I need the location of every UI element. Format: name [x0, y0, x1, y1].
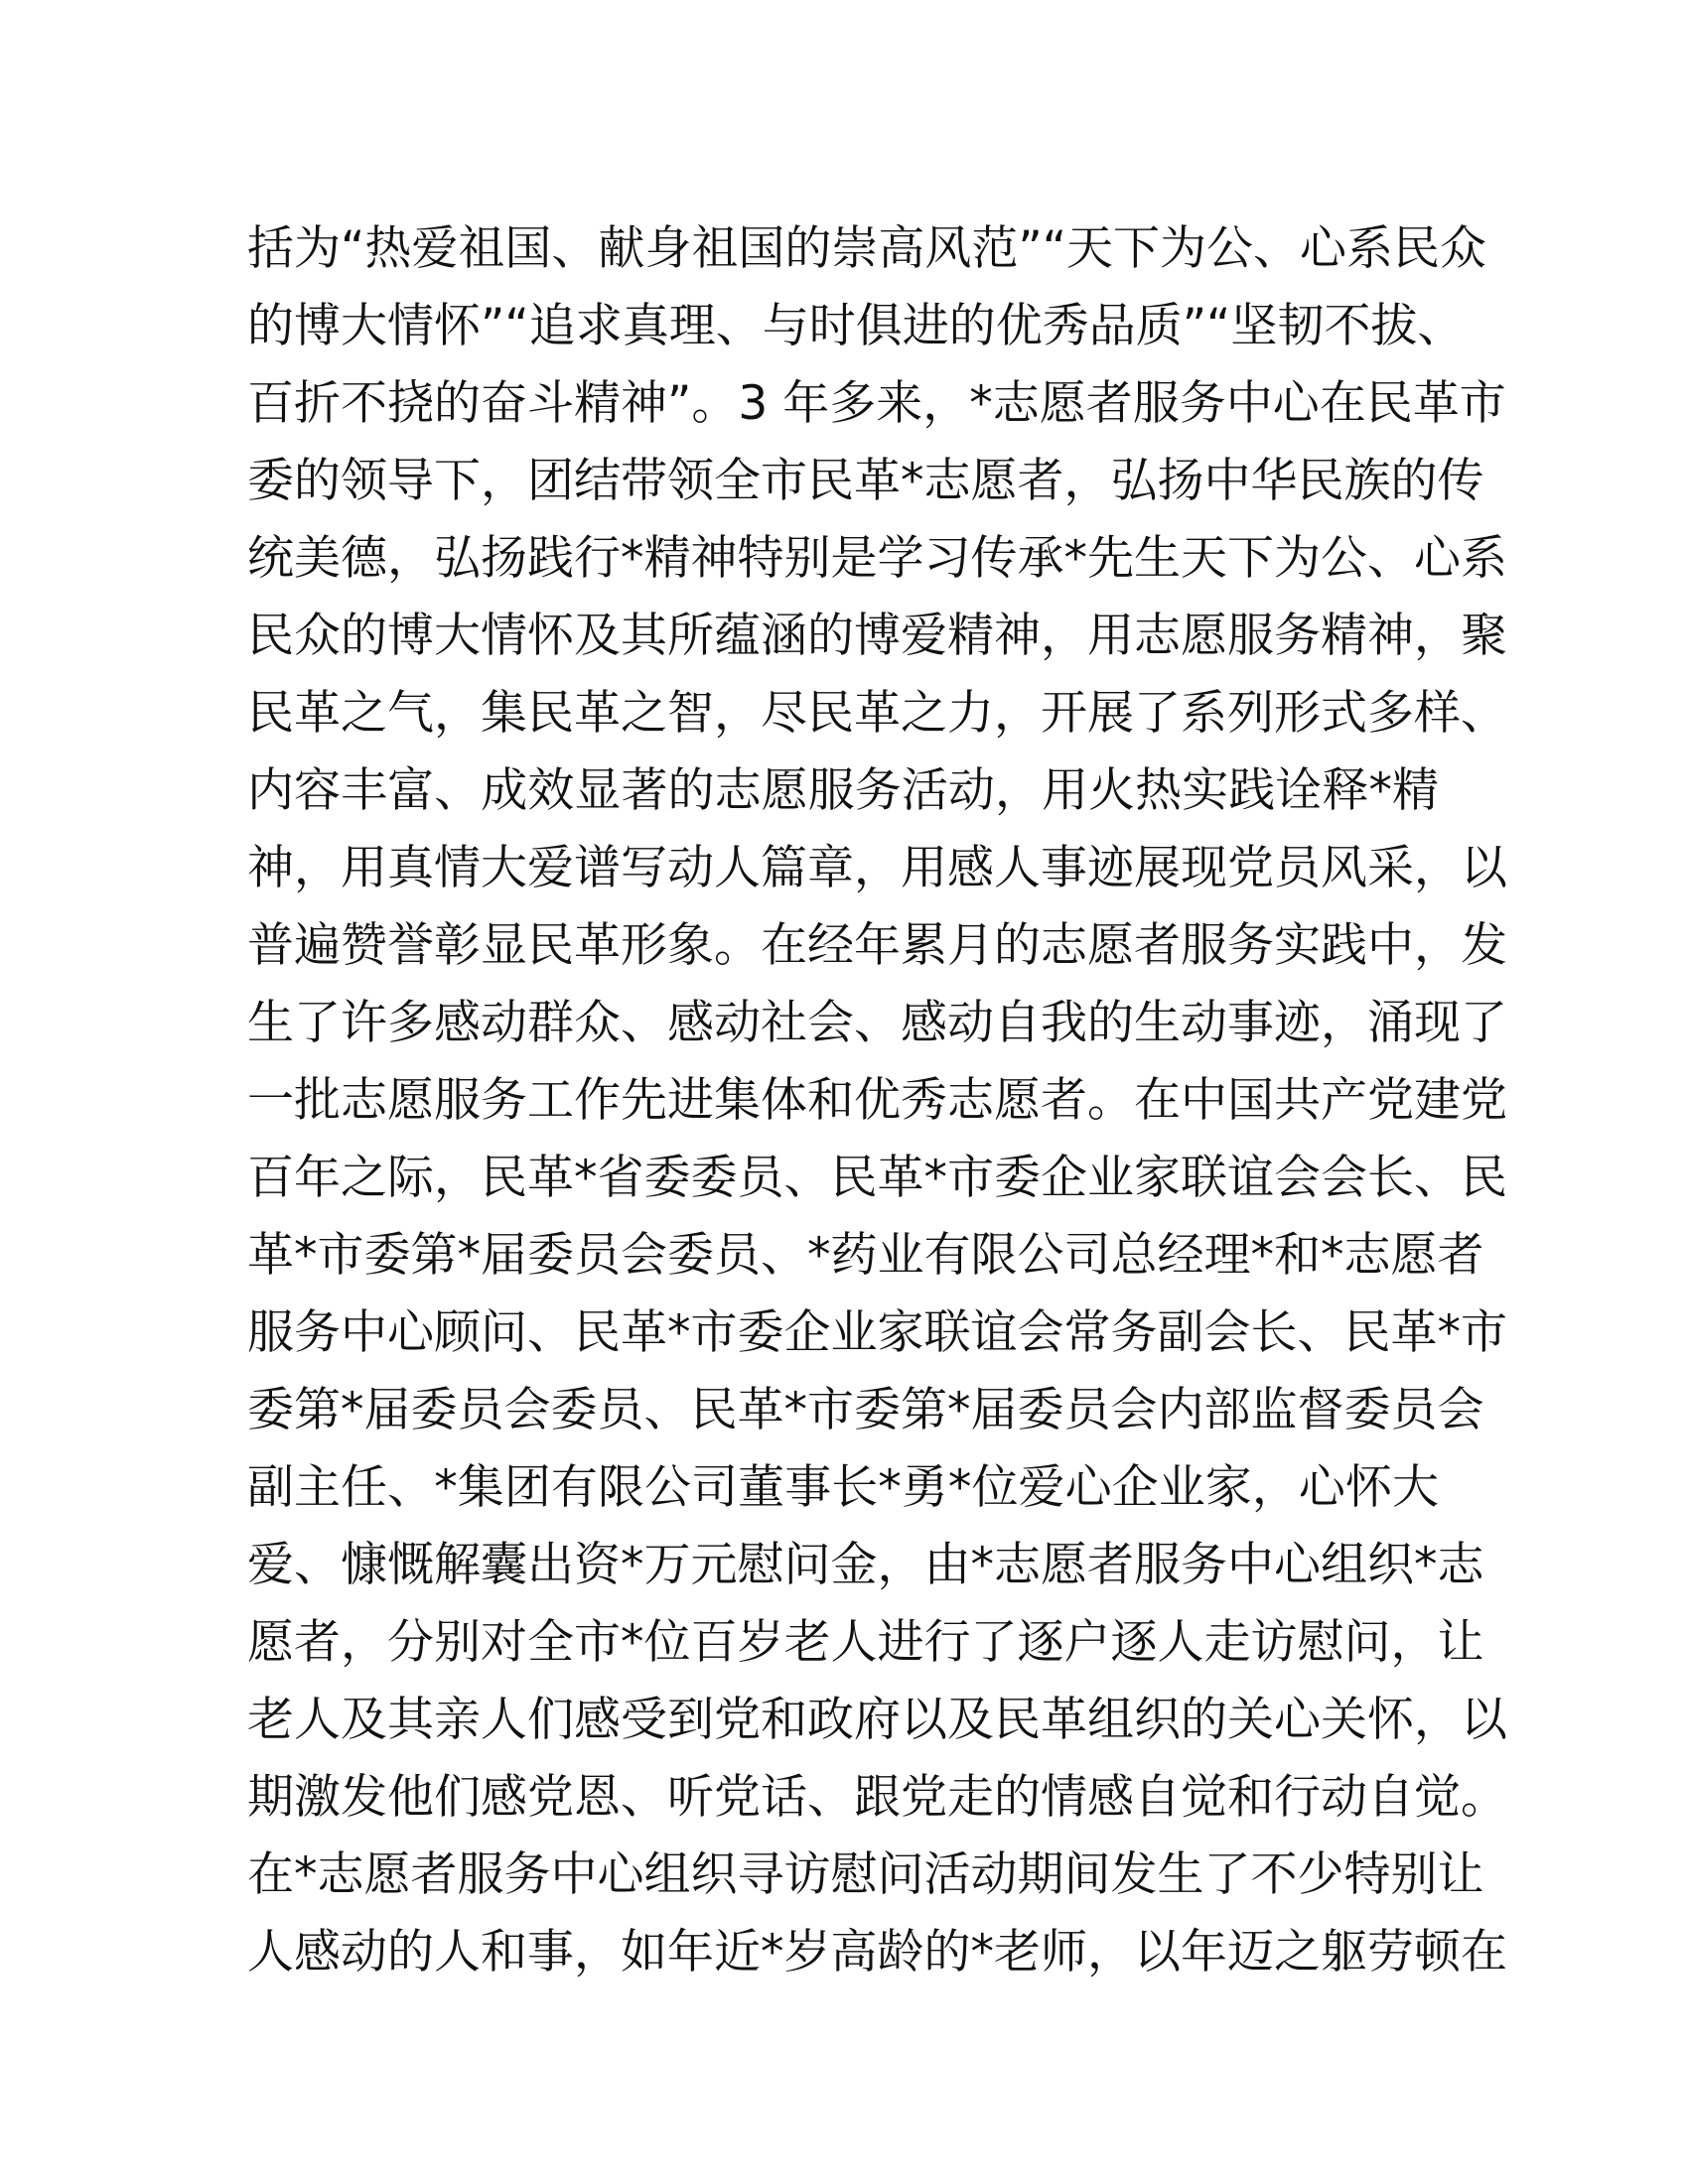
text-line: 爱、慷慨解囊出资*万元慰问金，由*志愿者服务中心组织*志: [247, 1538, 1484, 1592]
text-line: 在*志愿者服务中心组织寻访慰问活动期间发生了不少特别让: [247, 1847, 1484, 1902]
text-line: 期激发他们感党恩、听党话、跟党走的情感自觉和行动自觉。: [247, 1770, 1507, 1825]
text-line: 民革之气，集民革之智，尽民革之力，开展了系列形式多样、: [247, 686, 1507, 741]
text-line: 愿者，分别对全市*位百岁老人进行了逐户逐人走访慰问，让: [247, 1615, 1484, 1670]
text-line: 生了许多感动群众、感动社会、感动自我的生动事迹，涌现了: [247, 996, 1507, 1050]
text-line: 人感动的人和事，如年近*岁高龄的*老师，以年迈之躯劳顿在: [247, 1925, 1507, 1979]
text-line: 普遍赞誉彰显民革形象。在经年累月的志愿者服务实践中，发: [247, 918, 1507, 973]
text-line: 百年之际，民革*省委委员、民革*市委企业家联谊会会长、民: [247, 1151, 1507, 1205]
text-line: 神，用真情大爱谱写动人篇章，用感人事迹展现党员风采，以: [247, 841, 1507, 895]
text-line: 老人及其亲人们感受到党和政府以及民革组织的关心关怀，以: [247, 1693, 1507, 1747]
text-line: 内容丰富、成效显著的志愿服务活动，用火热实践诠释*精: [247, 763, 1439, 818]
body-paragraph: [247, 210, 1507, 1991]
text-line: 委第*届委员会委员、民革*市委第*届委员会内部监督委员会: [247, 1383, 1484, 1437]
text-line: 革*市委第*届委员会委员、*药业有限公司总经理*和*志愿者: [247, 1228, 1484, 1283]
text-line: 的博大情怀”“追求真理、与时俱进的优秀品质”“坚韧不拔、: [247, 299, 1465, 353]
text-line: 民众的博大情怀及其所蕴涵的博爱精神，用志愿服务精神，聚: [247, 609, 1507, 663]
text-line: 括为“热爱祖国、献身祖国的崇高风范”“天下为公、心系民众: [247, 221, 1487, 276]
text-line: 委的领导下，团结带领全市民革*志愿者，弘扬中华民族的传: [247, 454, 1484, 508]
text-line: 服务中心顾问、民革*市委企业家联谊会常务副会长、民革*市: [247, 1305, 1507, 1360]
text-line: 副主任、*集团有限公司董事长*勇*位爱心企业家，心怀大: [247, 1460, 1439, 1515]
text-line: 百折不挠的奋斗精神”。3 年多来，*志愿者服务中心在民革市: [247, 376, 1506, 431]
text-line: 统美德，弘扬践行*精神特别是学习传承*先生天下为公、心系: [247, 531, 1507, 586]
text-line: 一批志愿服务工作先进集体和优秀志愿者。在中国共产党建党: [247, 1073, 1507, 1128]
